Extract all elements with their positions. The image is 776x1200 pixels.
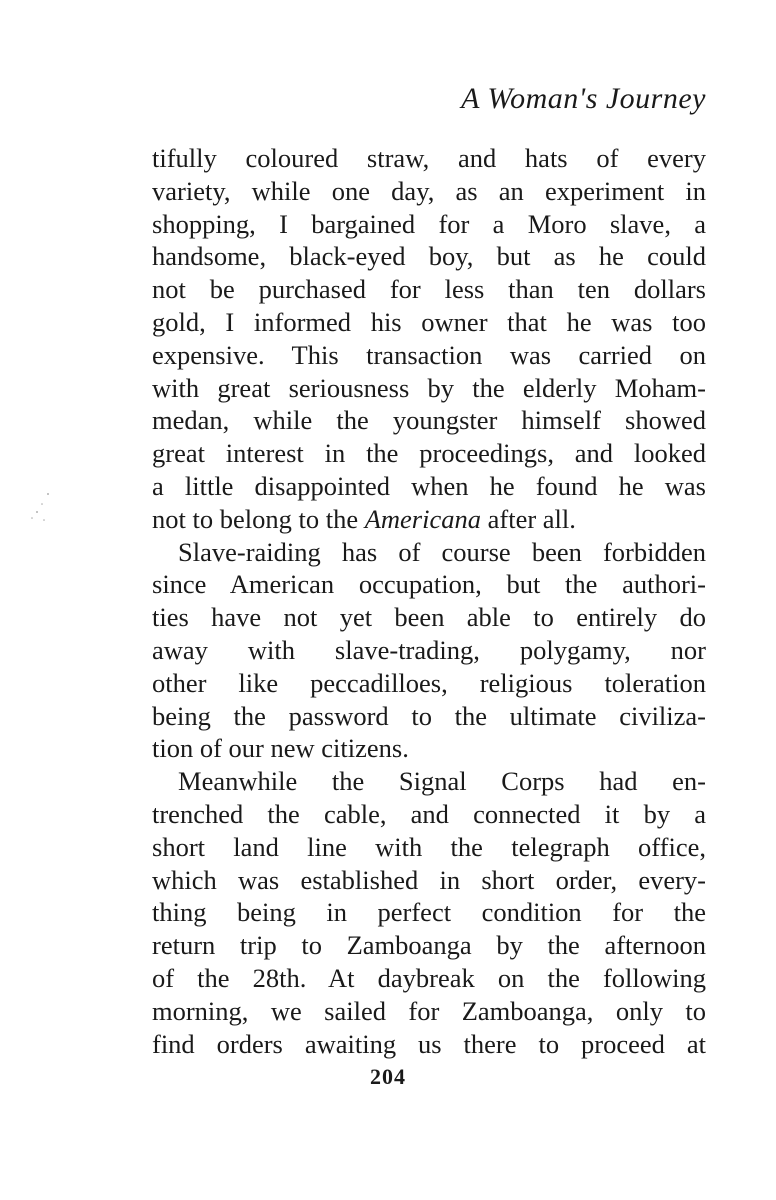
- text-line-last: [152, 503, 706, 536]
- text-line: away with slave-trading, polygamy, nor: [152, 634, 706, 665]
- text-line: Meanwhile the Signal Corps had en-: [178, 766, 706, 797]
- text-line: morning, we sailed for Zamboanga, only to: [152, 995, 706, 1026]
- text-line: gold, I informed his owner that he was too: [152, 306, 706, 337]
- paragraph-2: [152, 536, 706, 766]
- text-line: ties have not yet been able to entirely do: [152, 602, 706, 633]
- text-line: with great seriousness by the elderly Moham-: [152, 372, 706, 403]
- text-line: trenched the cable, and connected it by a: [152, 798, 706, 829]
- text-line: find orders awaiting us there to proceed at: [152, 1028, 706, 1059]
- text-line: medan, while the youngster himself showed: [152, 405, 706, 436]
- text-fragment: not to belong to the: [152, 503, 365, 534]
- text-line: variety, while one day, as an experiment in: [152, 175, 706, 206]
- text-line: since American occupation, but the authori-: [152, 569, 706, 600]
- text-line: of the 28th. At daybreak on the following: [152, 962, 706, 993]
- page-number: 204: [370, 1064, 406, 1089]
- body-text: [152, 142, 706, 1060]
- running-head: A Woman's Journey: [461, 82, 706, 115]
- text-line: which was established in short order, every-: [152, 864, 706, 895]
- text-line: other like peccadilloes, religious toleration: [152, 667, 706, 698]
- margin-speck-marks: [28, 490, 58, 540]
- text-fragment: after all.: [481, 503, 576, 534]
- text-line: Slave-raiding has of course been forbidden: [178, 536, 706, 567]
- text-line: not be purchased for less than ten dollars: [152, 274, 706, 305]
- paragraph-3: [152, 765, 706, 1060]
- text-line: short land line with the telegraph office,: [152, 831, 706, 862]
- paragraph-1: [152, 142, 706, 536]
- text-line: shopping, I bargained for a Moro slave, a: [152, 208, 706, 239]
- text-line: tion of our new citizens.: [152, 733, 409, 764]
- text-line: great interest in the proceedings, and looked: [152, 438, 706, 469]
- text-line: handsome, black-eyed boy, but as he could: [152, 241, 706, 272]
- text-line: expensive. This transaction was carried on: [152, 339, 706, 370]
- text-line: tifully coloured straw, and hats of every: [152, 143, 706, 173]
- italic-word: Americana: [364, 503, 481, 534]
- text-line: being the password to the ultimate civiliza-: [152, 700, 706, 731]
- text-line: return trip to Zamboanga by the afternoon: [152, 930, 706, 961]
- text-line: a little disappointed when he found he was: [152, 470, 706, 501]
- text-line: thing being in perfect condition for the: [152, 897, 706, 928]
